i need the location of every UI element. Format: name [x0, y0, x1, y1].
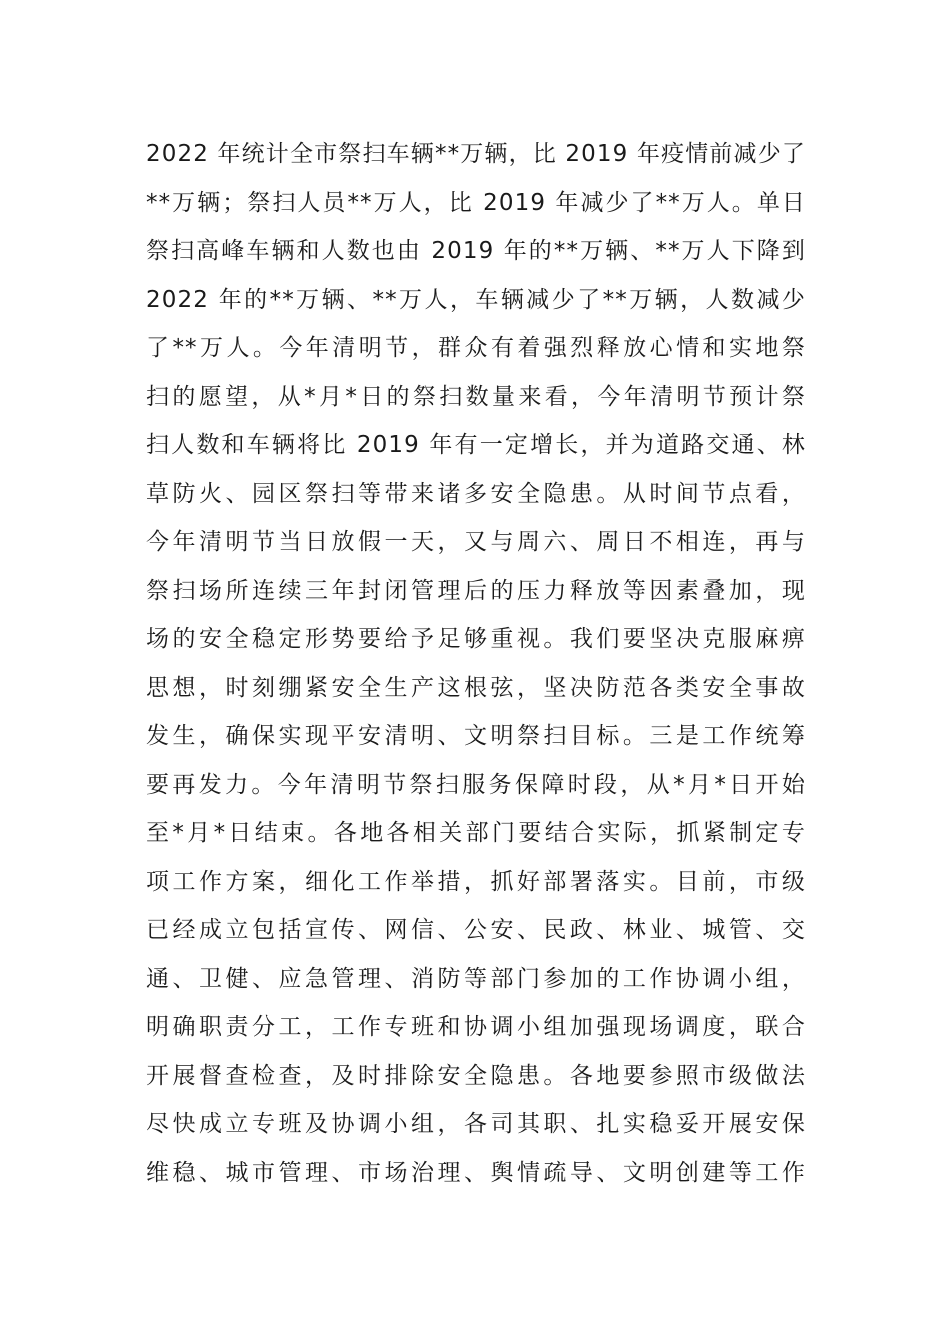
text-line: 至*月*日结束。各地各相关部门要结合实际，抓紧制定专 [146, 820, 806, 846]
text-line: 已经成立包括宣传、网信、公安、民政、林业、城管、交 [146, 917, 806, 943]
text-line: 祭扫场所连续三年封闭管理后的压力释放等因素叠加，现 [146, 577, 806, 604]
text-line: 2022 年统计全市祭扫车辆**万辆，比 2019 年疫情前减少了 [146, 141, 806, 167]
text-line: 祭扫高峰车辆和人数也由 2019 年的**万辆、**万人下降到 [146, 238, 806, 264]
text-line: 开展督查检查，及时排除安全隐患。各地要参照市级做法 [146, 1062, 806, 1089]
text-line: 草防火、园区祭扫等带来诸多安全隐患。从时间节点看， [146, 480, 806, 507]
text-line: 场的安全稳定形势要给予足够重视。我们要坚决克服麻痹 [146, 626, 806, 652]
text-line: 今年清明节当日放假一天，又与周六、周日不相连，再与 [146, 529, 806, 555]
text-line: 通、卫健、应急管理、消防等部门参加的工作协调小组， [146, 965, 806, 992]
text-line: 尽快成立专班及协调小组，各司其职、扎实稳妥开展安保 [146, 1111, 806, 1137]
text-line: 扫的愿望，从*月*日的祭扫数量来看，今年清明节预计祭 [146, 383, 806, 410]
text-line: 明确职责分工，工作专班和协调小组加强现场调度，联合 [146, 1014, 806, 1040]
text-line: 了**万人。今年清明节，群众有着强烈释放心情和实地祭 [146, 335, 806, 361]
text-line: 项工作方案，细化工作举措，抓好部署落实。目前，市级 [146, 868, 806, 895]
text-line: 维稳、城市管理、市场治理、舆情疏导、文明创建等工作 [146, 1159, 806, 1186]
text-line: 思想，时刻绷紧安全生产这根弦，坚决防范各类安全事故 [146, 674, 806, 701]
body-paragraph [146, 130, 806, 1197]
text-line: 2022 年的**万辆、**万人，车辆减少了**万辆，人数减少 [146, 286, 806, 313]
text-line: 扫人数和车辆将比 2019 年有一定增长，并为道路交通、林 [146, 432, 806, 458]
text-line: **万辆；祭扫人员**万人，比 2019 年减少了**万人。单日 [146, 189, 806, 216]
text-line: 发生，确保实现平安清明、文明祭扫目标。三是工作统筹 [146, 723, 806, 749]
text-line: 要再发力。今年清明节祭扫服务保障时段，从*月*日开始 [146, 771, 806, 798]
